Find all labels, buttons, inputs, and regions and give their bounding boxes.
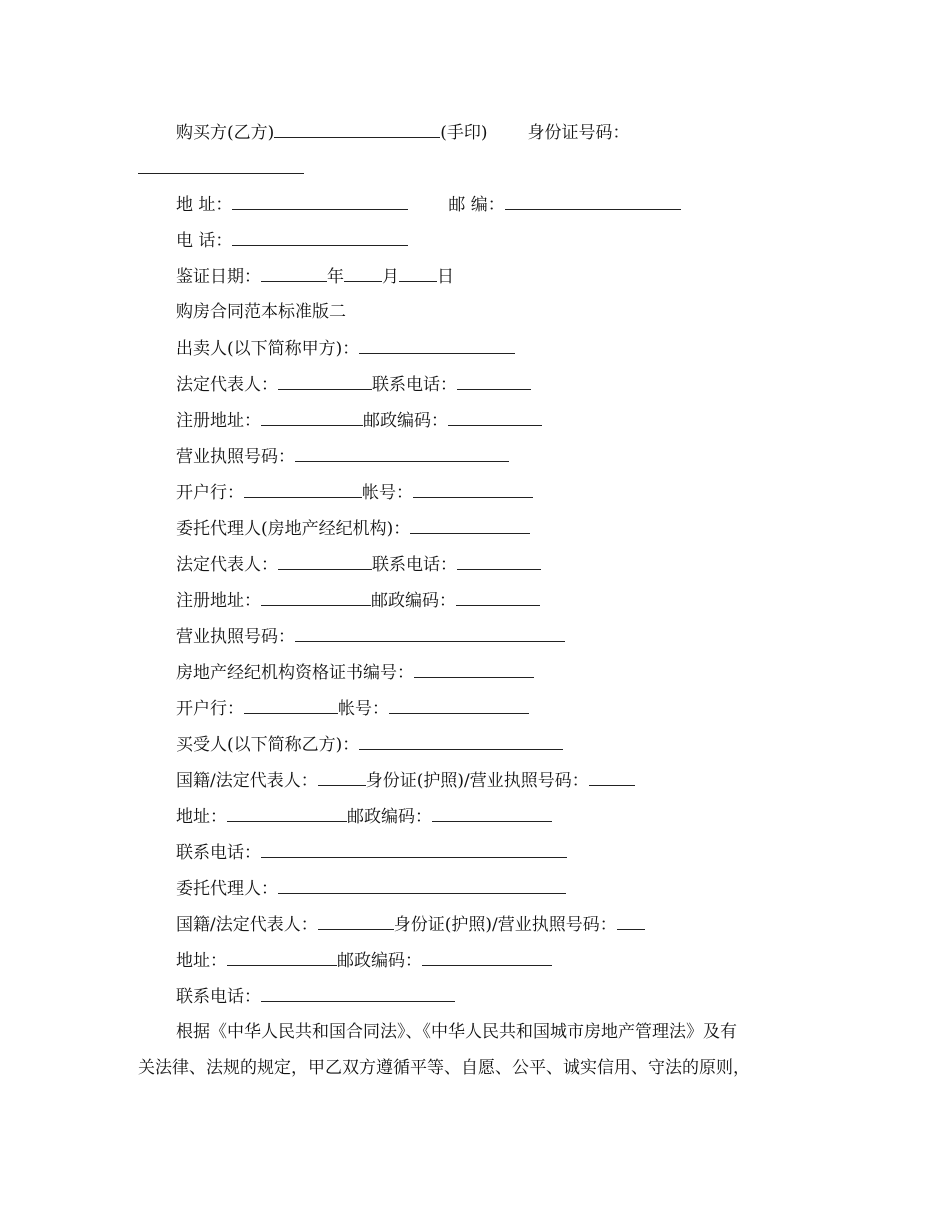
buyer-label: 购买方(乙方) — [176, 123, 275, 143]
seller-reg-line — [176, 408, 542, 432]
fingerprint-label: (手印) — [440, 123, 488, 143]
agent-license-field[interactable] — [295, 624, 565, 642]
buyer-postcode-label-2: 邮政编码： — [337, 951, 422, 971]
buyer-postcode-field[interactable] — [432, 804, 552, 822]
address-postcode-line — [176, 192, 681, 216]
buyer-line — [176, 732, 563, 756]
phone-field[interactable] — [232, 228, 408, 246]
agent-reg-line — [176, 588, 540, 612]
agent-account-field[interactable] — [389, 696, 529, 714]
year-label: 年 — [327, 267, 344, 287]
buyer-nat-rep-line — [176, 768, 635, 792]
agent-cert-line — [176, 660, 534, 684]
seller-phone-label: 联系电话： — [372, 375, 457, 395]
seller-label: 出卖人(以下简称甲方)： — [176, 339, 360, 359]
buyer-nat-rep-field[interactable] — [318, 768, 366, 786]
seller-reg-address-field[interactable] — [261, 408, 363, 426]
agent-label: 委托代理人(房地产经纪机构)： — [176, 519, 411, 539]
seller-reg-address-label: 注册地址： — [176, 411, 261, 431]
agent-phone-label: 联系电话： — [372, 555, 457, 575]
year-field[interactable] — [261, 264, 327, 282]
seller-license-label: 营业执照号码： — [176, 447, 295, 467]
id-number-line — [138, 156, 304, 180]
buyer-id-license-field-2[interactable] — [617, 912, 645, 930]
seller-account-field[interactable] — [413, 480, 533, 498]
section-title: 购房合同范本标准版二 — [176, 302, 346, 322]
phone-label: 电 话： — [176, 231, 233, 251]
address-label: 地 址： — [176, 195, 233, 215]
buyer-header-line — [176, 120, 630, 144]
buyer-agent-label: 委托代理人： — [176, 879, 278, 899]
agent-bank-label: 开户行： — [176, 699, 244, 719]
seller-account-label: 帐号： — [362, 483, 413, 503]
seller-bank-field[interactable] — [244, 480, 362, 498]
agent-cert-field[interactable] — [414, 660, 534, 678]
buyer-nat-rep-field-2[interactable] — [318, 912, 394, 930]
seller-rep-line — [176, 372, 531, 396]
agent-postcode-field[interactable] — [456, 588, 540, 606]
seller-rep-field[interactable] — [278, 372, 372, 390]
buyer-address-field-2[interactable] — [227, 948, 337, 966]
buyer-section-label: 买受人(以下简称乙方)： — [176, 735, 360, 755]
seller-license-line — [176, 444, 509, 468]
buyer-postcode-field-2[interactable] — [422, 948, 552, 966]
buyer-phone-label-2: 联系电话： — [176, 987, 261, 1007]
agent-bank-line — [176, 696, 529, 720]
agent-reg-address-field[interactable] — [261, 588, 371, 606]
agent-field[interactable] — [410, 516, 530, 534]
seller-rep-label: 法定代表人： — [176, 375, 278, 395]
buyer-postcode-label: 邮政编码： — [347, 807, 432, 827]
phone-line — [176, 228, 408, 252]
buyer-nat-rep-label-2: 国籍/法定代表人： — [176, 915, 318, 935]
seller-field[interactable] — [359, 336, 515, 354]
agent-postcode-label: 邮政编码： — [371, 591, 456, 611]
preamble-line-1: 根据《中华人民共和国合同法》、《中华人民共和国城市房地产管理法》及有 — [176, 1022, 737, 1042]
day-label: 日 — [437, 267, 454, 287]
buyer-phone-field-2[interactable] — [261, 984, 455, 1002]
seller-license-field[interactable] — [295, 444, 509, 462]
buyer-nat-rep-line-2 — [176, 912, 645, 936]
buyer-nat-rep-label: 国籍/法定代表人： — [176, 771, 318, 791]
agent-rep-field[interactable] — [278, 552, 372, 570]
agent-account-label: 帐号： — [338, 699, 389, 719]
buyer-address-label-2: 地址： — [176, 951, 227, 971]
buyer-section-field[interactable] — [359, 732, 563, 750]
agent-bank-field[interactable] — [244, 696, 338, 714]
day-field[interactable] — [399, 264, 437, 282]
id-number-label: 身份证号码： — [527, 123, 630, 143]
buyer-phone-label: 联系电话： — [176, 843, 261, 863]
buyer-id-license-label-2: 身份证(护照)/营业执照号码： — [393, 915, 617, 935]
id-number-field[interactable] — [138, 156, 304, 174]
buyer-address-field[interactable] — [227, 804, 347, 822]
buyer-name-field[interactable] — [274, 120, 440, 138]
seller-bank-label: 开户行： — [176, 483, 244, 503]
buyer-address-label: 地址： — [176, 807, 227, 827]
buyer-id-license-label: 身份证(护照)/营业执照号码： — [365, 771, 589, 791]
buyer-address-line — [176, 804, 552, 828]
buyer-id-license-field[interactable] — [589, 768, 635, 786]
agent-rep-line — [176, 552, 541, 576]
address-field[interactable] — [232, 192, 408, 210]
seller-postcode-field[interactable] — [448, 408, 542, 426]
date-line — [176, 264, 454, 288]
buyer-agent-field[interactable] — [278, 876, 566, 894]
agent-rep-label: 法定代表人： — [176, 555, 278, 575]
buyer-agent-line — [176, 876, 566, 900]
agent-line — [176, 516, 530, 540]
agent-phone-field[interactable] — [457, 552, 541, 570]
postcode-label: 邮 编： — [448, 195, 505, 215]
buyer-phone-line — [176, 840, 567, 864]
month-field[interactable] — [344, 264, 382, 282]
agent-license-label: 营业执照号码： — [176, 627, 295, 647]
agent-cert-label: 房地产经纪机构资格证书编号： — [176, 663, 414, 683]
buyer-phone-line-2 — [176, 984, 455, 1008]
seller-line — [176, 336, 515, 360]
seller-postcode-label: 邮政编码： — [363, 411, 448, 431]
date-label: 鉴证日期： — [176, 267, 261, 287]
seller-bank-line — [176, 480, 533, 504]
seller-phone-field[interactable] — [457, 372, 531, 390]
preamble-line-2: 关法律、法规的规定，甲乙双方遵循平等、自愿、公平、诚实信用、守法的原则， — [138, 1058, 750, 1078]
postcode-field[interactable] — [505, 192, 681, 210]
buyer-address-line-2 — [176, 948, 552, 972]
buyer-phone-field[interactable] — [261, 840, 567, 858]
month-label: 月 — [382, 267, 399, 287]
agent-reg-address-label: 注册地址： — [176, 591, 261, 611]
agent-license-line — [176, 624, 565, 648]
